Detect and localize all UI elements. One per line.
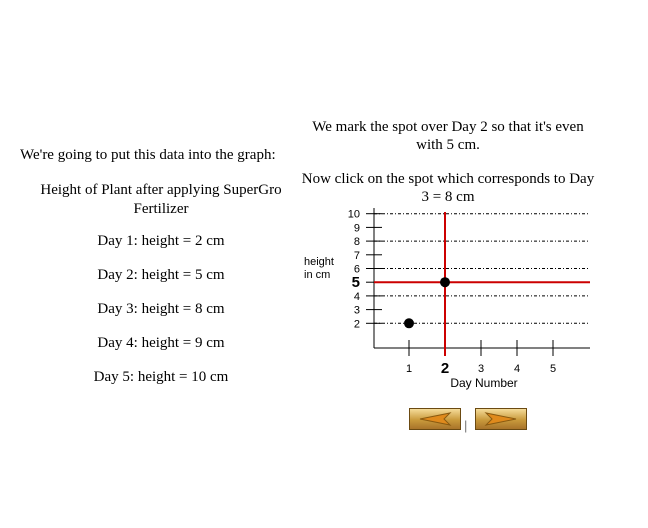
data-point (440, 277, 450, 287)
y-tick-label: 8 (353, 236, 360, 249)
y-tick-label: 2 (353, 318, 360, 331)
next-button[interactable] (475, 408, 527, 430)
data-point (404, 318, 414, 328)
y-tick-label: 7 (353, 249, 360, 262)
data-title: Height of Plant after applying SuperGro Fertilizer (40, 182, 282, 217)
plant-height-graph[interactable] (300, 208, 600, 398)
day-4-data: Day 4: height = 9 cm (97, 335, 225, 351)
day-1-data: Day 1: height = 2 cm (97, 233, 225, 249)
x-tick-label: 4 (513, 363, 521, 375)
x-tick-label: 5 (549, 363, 557, 375)
nav-separator: | (464, 418, 468, 433)
left-arrow-icon (410, 409, 460, 429)
day-5-data: Day 5: height = 10 cm (93, 369, 229, 385)
instruction-message: We mark the spot over Day 2 so that it's even with 5 cm. (312, 119, 584, 153)
x-tick-label: 3 (477, 363, 485, 375)
y-tick-label: 4 (353, 290, 360, 303)
right-arrow-icon (476, 409, 526, 429)
day-3-data: Day 3: height = 8 cm (97, 301, 225, 317)
prev-button[interactable] (409, 408, 461, 430)
y-tick-label: 3 (353, 304, 360, 317)
y-tick-label: 5 (351, 274, 360, 292)
x-axis-label: Day Number (450, 376, 518, 390)
y-axis-label-line2: in cm (304, 269, 331, 281)
x-tick-label: 1 (405, 363, 413, 375)
y-axis-label: height (304, 256, 334, 268)
day-2-data: Day 2: height = 5 cm (97, 267, 225, 283)
y-tick-label: 10 (347, 208, 360, 221)
intro-text: We're going to put this data into the graph: (20, 147, 276, 163)
click-prompt: Now click on the spot which corresponds to Day 3 = 8 cm (301, 171, 595, 205)
y-tick-label: 9 (353, 222, 360, 235)
x-tick-label: 2 (440, 360, 450, 377)
y-tick-label: 6 (353, 263, 360, 276)
